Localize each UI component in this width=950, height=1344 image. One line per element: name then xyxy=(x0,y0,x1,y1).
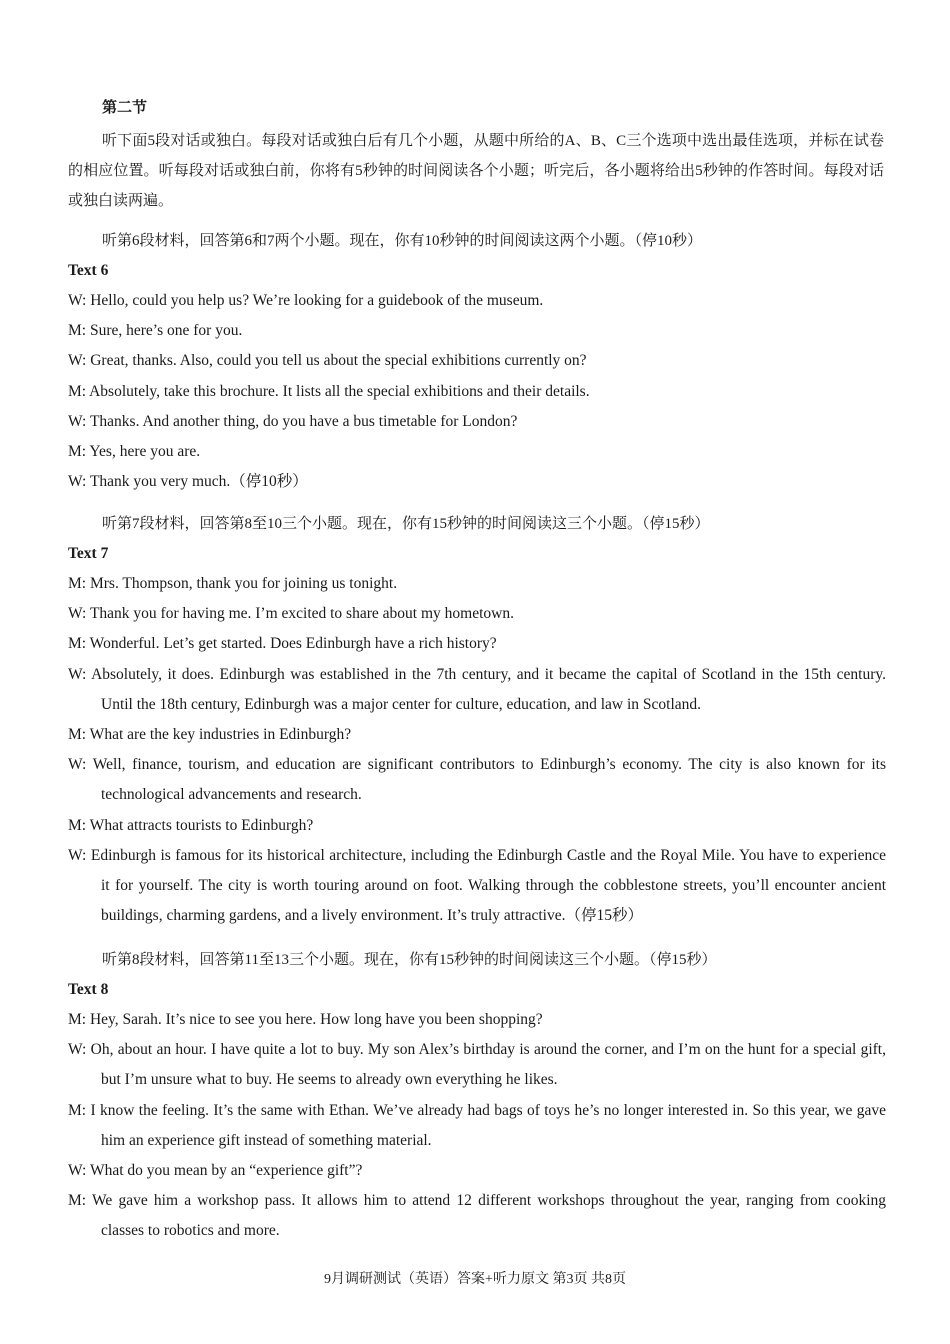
text-8-block xyxy=(68,945,886,1247)
dialogue-line: M: Yes, here you are. xyxy=(68,443,201,461)
dialogue-line: W: What do you mean by an “experience gift”? xyxy=(68,1162,363,1180)
section-intro-text: 听下面5段对话或独白。每段对话或独白后有几个小题，从题中所给的A、B、C三个选项中选出最佳选项，并标在试卷的相应位置。听每段对话或独白前，你将有5秒钟的时间阅读各个小题；听完后，各小题将给出5秒钟的作答时间。每段对话或独白读两遍。 xyxy=(68,133,884,209)
section-title: 第二节 xyxy=(102,100,148,116)
dialogue-line: M: Absolutely, take this brochure. It lists all the special exhibitions and their details. xyxy=(68,382,590,400)
dialogue-line: M: What attracts tourists to Edinburgh? xyxy=(68,816,314,834)
dialogue-line: M: Sure, here’s one for you. xyxy=(68,322,243,340)
text-6-title: Text 6 xyxy=(68,262,109,279)
dialogue-line: M: I know the feeling. It’s the same with Ethan. We’ve already had bags of toys he’s no longer interested in. So this year, we gave him an experience gift instead of something material. xyxy=(68,1101,886,1149)
dialogue-line: M: We gave him a workshop pass. It allows him to attend 12 different workshops throughout the year, ranging from cooking classes to robotics and more. xyxy=(68,1192,886,1240)
text-7-block xyxy=(68,509,886,931)
dialogue-line: W: Edinburgh is famous for its historical architecture, including the Edinburgh Castle and the Royal Mile. You have to experience it for yourself. The city is worth touring around on foot. Walking through the cobblestone streets, you’ll encounter ancient buildings, charming gardens, and a lively environment. It’s truly attractive.（停15秒） xyxy=(68,846,886,925)
dialogue-line: M: Mrs. Thompson, thank you for joining us tonight. xyxy=(68,575,398,592)
section-intro xyxy=(68,126,884,216)
dialogue-line: W: Oh, about an hour. I have quite a lot to buy. My son Alex’s birthday is around the corner, and I’m on the hunt for a special gift, but I’m unsure what to buy. He seems to already own everything he likes. xyxy=(68,1041,886,1089)
dialogue-line: W: Thank you for having me. I’m excited to share about my hometown. xyxy=(68,605,514,623)
dialogue-line: W: Absolutely, it does. Edinburgh was established in the 7th century, and it became the capital of Scotland in the 15th century. Until the 18th century, Edinburgh was a major center for culture, education, and law in Scotland. xyxy=(68,665,886,713)
text-8-instruction: 听第8段材料，回答第11至13三个小题。现在，你有15秒钟的时间阅读这三个小题。（停15秒） xyxy=(102,952,717,968)
dialogue-line: W: Hello, could you help us? We’re looking for a guidebook of the museum. xyxy=(68,292,544,309)
dialogue-line: W: Great, thanks. Also, could you tell us about the special exhibitions currently on? xyxy=(68,352,587,370)
text-6-block xyxy=(68,226,886,497)
dialogue-line: M: Hey, Sarah. It’s nice to see you here. How long have you been shopping? xyxy=(68,1011,543,1028)
dialogue-line: W: Thank you very much.（停10秒） xyxy=(68,473,308,491)
dialogue-line: W: Thanks. And another thing, do you have a bus timetable for London? xyxy=(68,412,518,430)
dialogue-line: W: Well, finance, tourism, and education are significant contributors to Edinburgh’s economy. The city is also known for its technological advancements and research. xyxy=(68,756,886,804)
text-7-title: Text 7 xyxy=(68,545,109,562)
text-6-instruction: 听第6段材料，回答第6和7两个小题。现在，你有10秒钟的时间阅读这两个小题。（停10秒） xyxy=(102,233,703,249)
text-8-title: Text 8 xyxy=(68,981,109,998)
page-footer: 9月调研测试（英语）答案+听力原文 第3页 共8页 xyxy=(324,1272,626,1287)
dialogue-line: M: Wonderful. Let’s get started. Does Edinburgh have a rich history? xyxy=(68,635,497,653)
text-7-instruction: 听第7段材料，回答第8至10三个小题。现在，你有15秒钟的时间阅读这三个小题。（停15秒） xyxy=(102,516,710,532)
dialogue-line: M: What are the key industries in Edinburgh? xyxy=(68,726,352,744)
